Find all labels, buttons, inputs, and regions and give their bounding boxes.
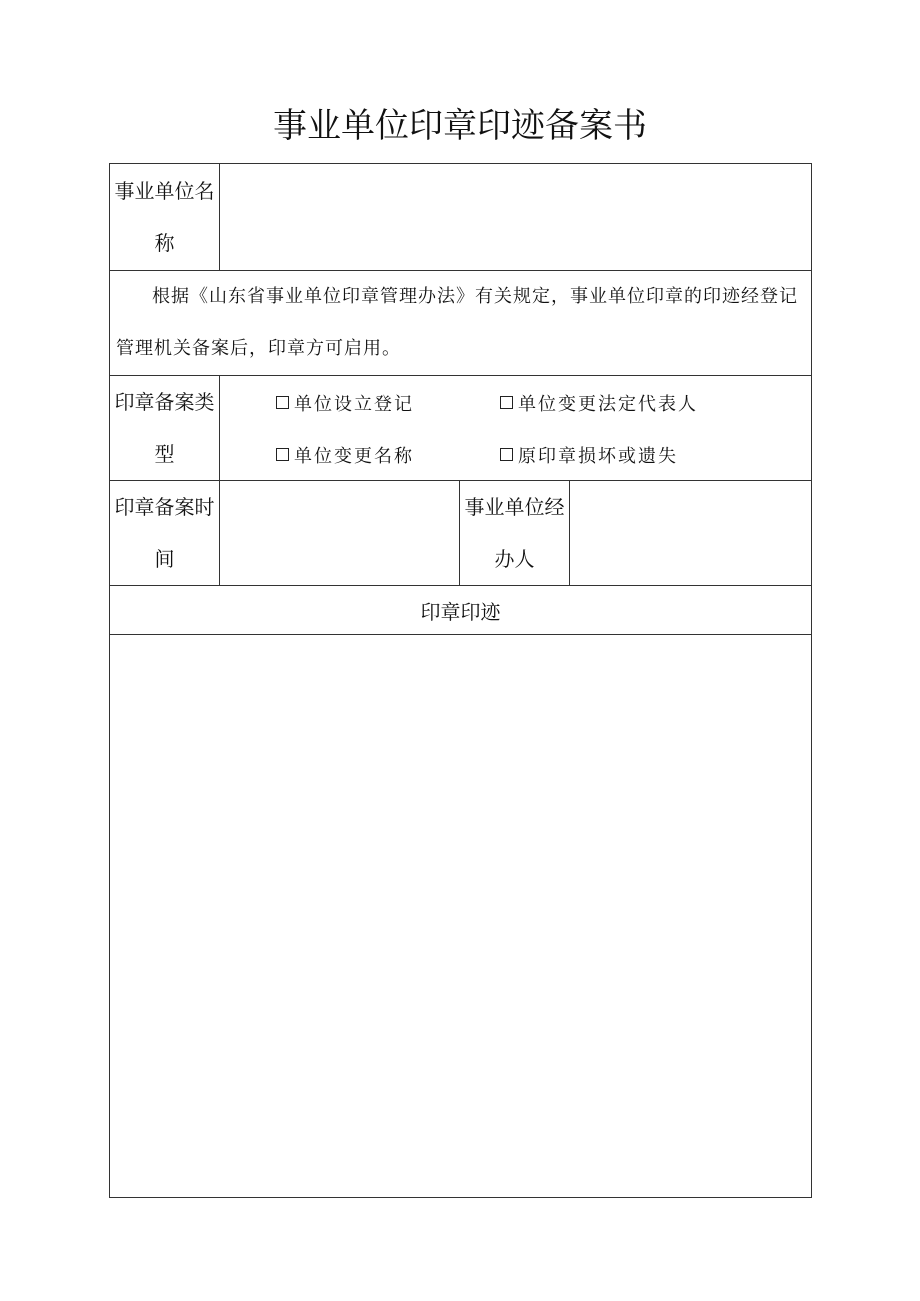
unit-name-label: 事业单位名称 [110,164,220,271]
filing-form-table [109,163,812,1198]
seal-header-row [110,586,812,635]
notice-text: 根据《山东省事业单位印章管理办法》有关规定，事业单位印章的印迹经登记管理机关备案后，印章方可启用。 [116,286,798,359]
checkbox-icon[interactable] [500,396,513,409]
filing-time-field[interactable] [220,481,460,586]
option-establishment[interactable]: 单位设立登记 [276,390,414,416]
checkbox-icon[interactable] [276,448,289,461]
time-handler-row [110,481,812,586]
type-label: 印章备案类型 [110,376,220,481]
notice-row [110,271,812,376]
option-damaged-or-lost[interactable]: 原印章损坏或遗失 [500,442,678,468]
unit-name-row [110,164,812,271]
type-options-cell [220,376,812,481]
option-change-representative[interactable]: 单位变更法定代表人 [500,390,698,416]
handler-label: 事业单位经办人 [460,481,570,586]
type-row [110,376,812,481]
option-change-name[interactable]: 单位变更名称 [276,442,414,468]
filing-time-label: 印章备案时间 [110,481,220,586]
checkbox-icon[interactable] [500,448,513,461]
document-title: 事业单位印章印迹备案书 [273,106,647,146]
seal-section-label: 印章印迹 [110,586,812,635]
seal-impression-area [110,635,812,1198]
handler-field[interactable] [570,481,812,586]
unit-name-field[interactable] [220,164,812,271]
checkbox-icon[interactable] [276,396,289,409]
notice-cell [110,271,812,376]
seal-area-row [110,635,812,1198]
